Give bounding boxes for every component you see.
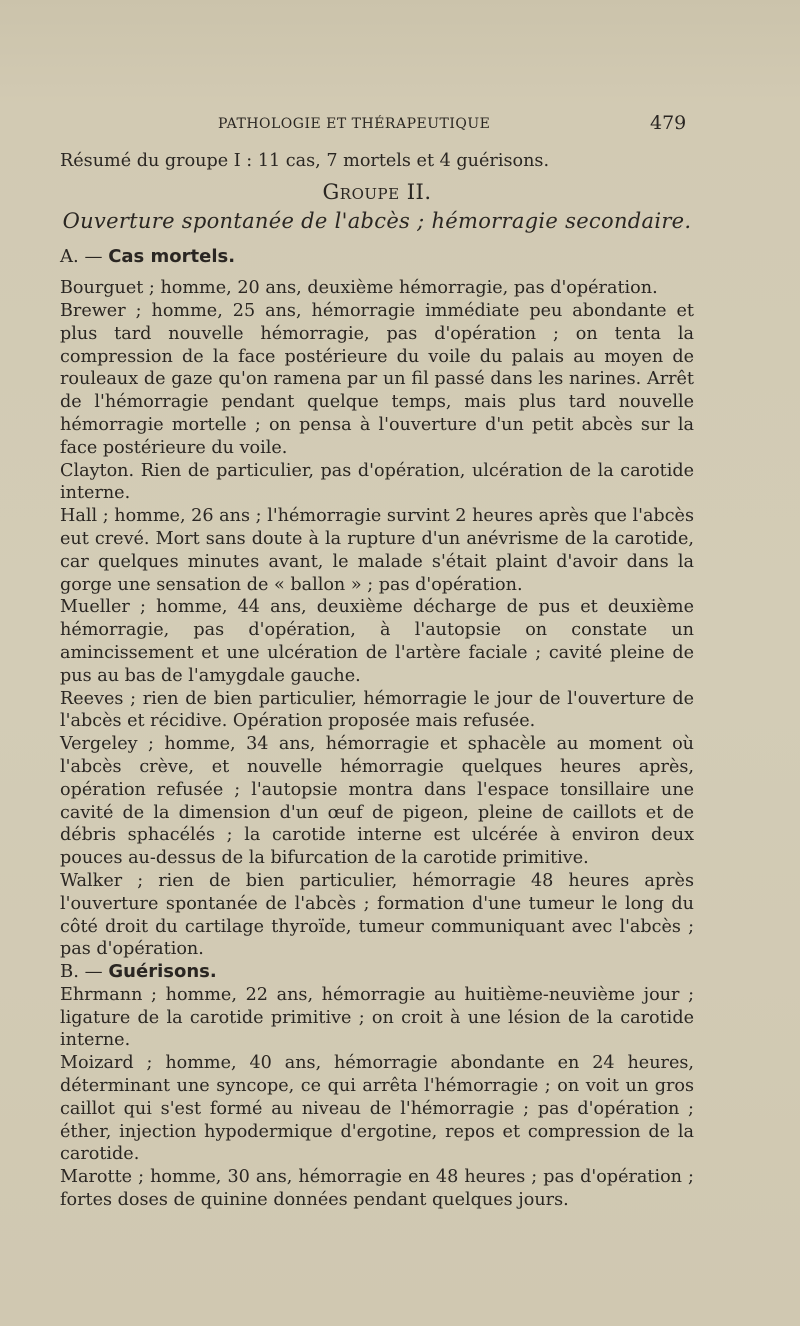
case-entry: Brewer ; homme, 25 ans, hémorragie immédiate peu abondante et plus tard nouvelle hémorragie, pas d'opération ; on tenta la compression de la face postérieure du voile du palais au moyen de rouleaux de gaze qu'on ramena par un fil passé dans les narines. Arrêt de l'hémorragie pendant quelque temps, mais plus tard nouvelle hémorragie mortelle ; on pensa à l'ouverture d'un petit abcès sur la face postérieure du voile.: [60, 300, 694, 458]
running-head: [0, 112, 800, 140]
running-head-title: PATHOLOGIE ET THÉRAPEUTIQUE: [218, 116, 491, 132]
case-entry: Clayton. Rien de particulier, pas d'opération, ulcération de la carotide interne.: [60, 460, 694, 504]
case-entry: Reeves ; rien de bien particulier, hémorragie le jour de l'ouverture de l'abcès et récidive. Opération proposée mais refusée.: [60, 688, 694, 732]
case-entry: Moizard ; homme, 40 ans, hémorragie abondante en 24 heures, déterminant une syncope, ce qui arrêta l'hémorragie ; on voit un gros caillot qui s'est formé au niveau de l'hémorragie ; pas d'opération ; éther, injection hypodermique d'ergotine, repos et compression de la carotide.: [60, 1053, 694, 1165]
page-number: 479: [650, 112, 687, 134]
section-b-letter: B. —: [60, 961, 103, 983]
case-entry: Walker ; rien de bien particulier, hémorragie 48 heures après l'ouverture spontanée de l'abcès ; formation d'une tumeur le long du côté droit du cartilage thyroïde, tumeur communiquant avec l'abcès ; pas d'opération.: [60, 870, 694, 960]
section-b-label: Guérisons.: [108, 961, 217, 983]
case-entry: Ehrmann ; homme, 22 ans, hémorragie au huitième-neuvième jour ; ligature de la carotide primitive ; on croit à une lésion de la carotide interne.: [60, 984, 694, 1051]
case-entry: Bourguet ; homme, 20 ans, deuxième hémorragie, pas d'opération.: [60, 278, 658, 299]
case-entry: Hall ; homme, 26 ans ; l'hémorragie survint 2 heures après que l'abcès eut crevé. Mort sans doute à la rupture d'un anévrisme de la carotide, car quelques minutes avant, le malade s'était plaint d'avoir dans la gorge une sensation de « ballon » ; pas d'opération.: [60, 506, 694, 595]
case-entry: Marotte ; homme, 30 ans, hémorragie en 48 heures ; pas d'opération ; fortes doses de quinine données pendant quelques jours.: [60, 1167, 694, 1211]
section-b-heading: [60, 961, 694, 984]
section-a-letter: A. —: [60, 246, 103, 268]
case-entry: Mueller ; homme, 44 ans, deuxième décharge de pus et deuxième hémorragie, pas d'opération, à l'autopsie on constate un amincissement et une ulcération de l'artère faciale ; cavité pleine de pus au bas de l'amygdale gauche.: [60, 597, 694, 686]
case-entry: Vergeley ; homme, 34 ans, hémorragie et sphacèle au moment où l'abcès crève, et nouvelle hémorragie quelques heures après, opération refusée ; l'autopsie montra dans l'espace tonsillaire une cavité de la dimension d'un œuf de pigeon, pleine de caillots et de débris sphacélés ; la carotide interne est ulcérée à environ deux pouces au-dessus de la bifurcation de la carotide primitive.: [60, 734, 694, 869]
group-subtitle: Ouverture spontanée de l'abcès ; hémorragie secondaire.: [62, 208, 692, 233]
group-summary: Résumé du groupe I : 11 cas, 7 mortels et 4 guérisons.: [60, 151, 550, 171]
group-heading: Groupe II.: [322, 179, 432, 204]
page-body: [60, 150, 694, 1212]
section-a-heading: [60, 246, 694, 269]
section-a-label: Cas mortels.: [108, 246, 236, 268]
